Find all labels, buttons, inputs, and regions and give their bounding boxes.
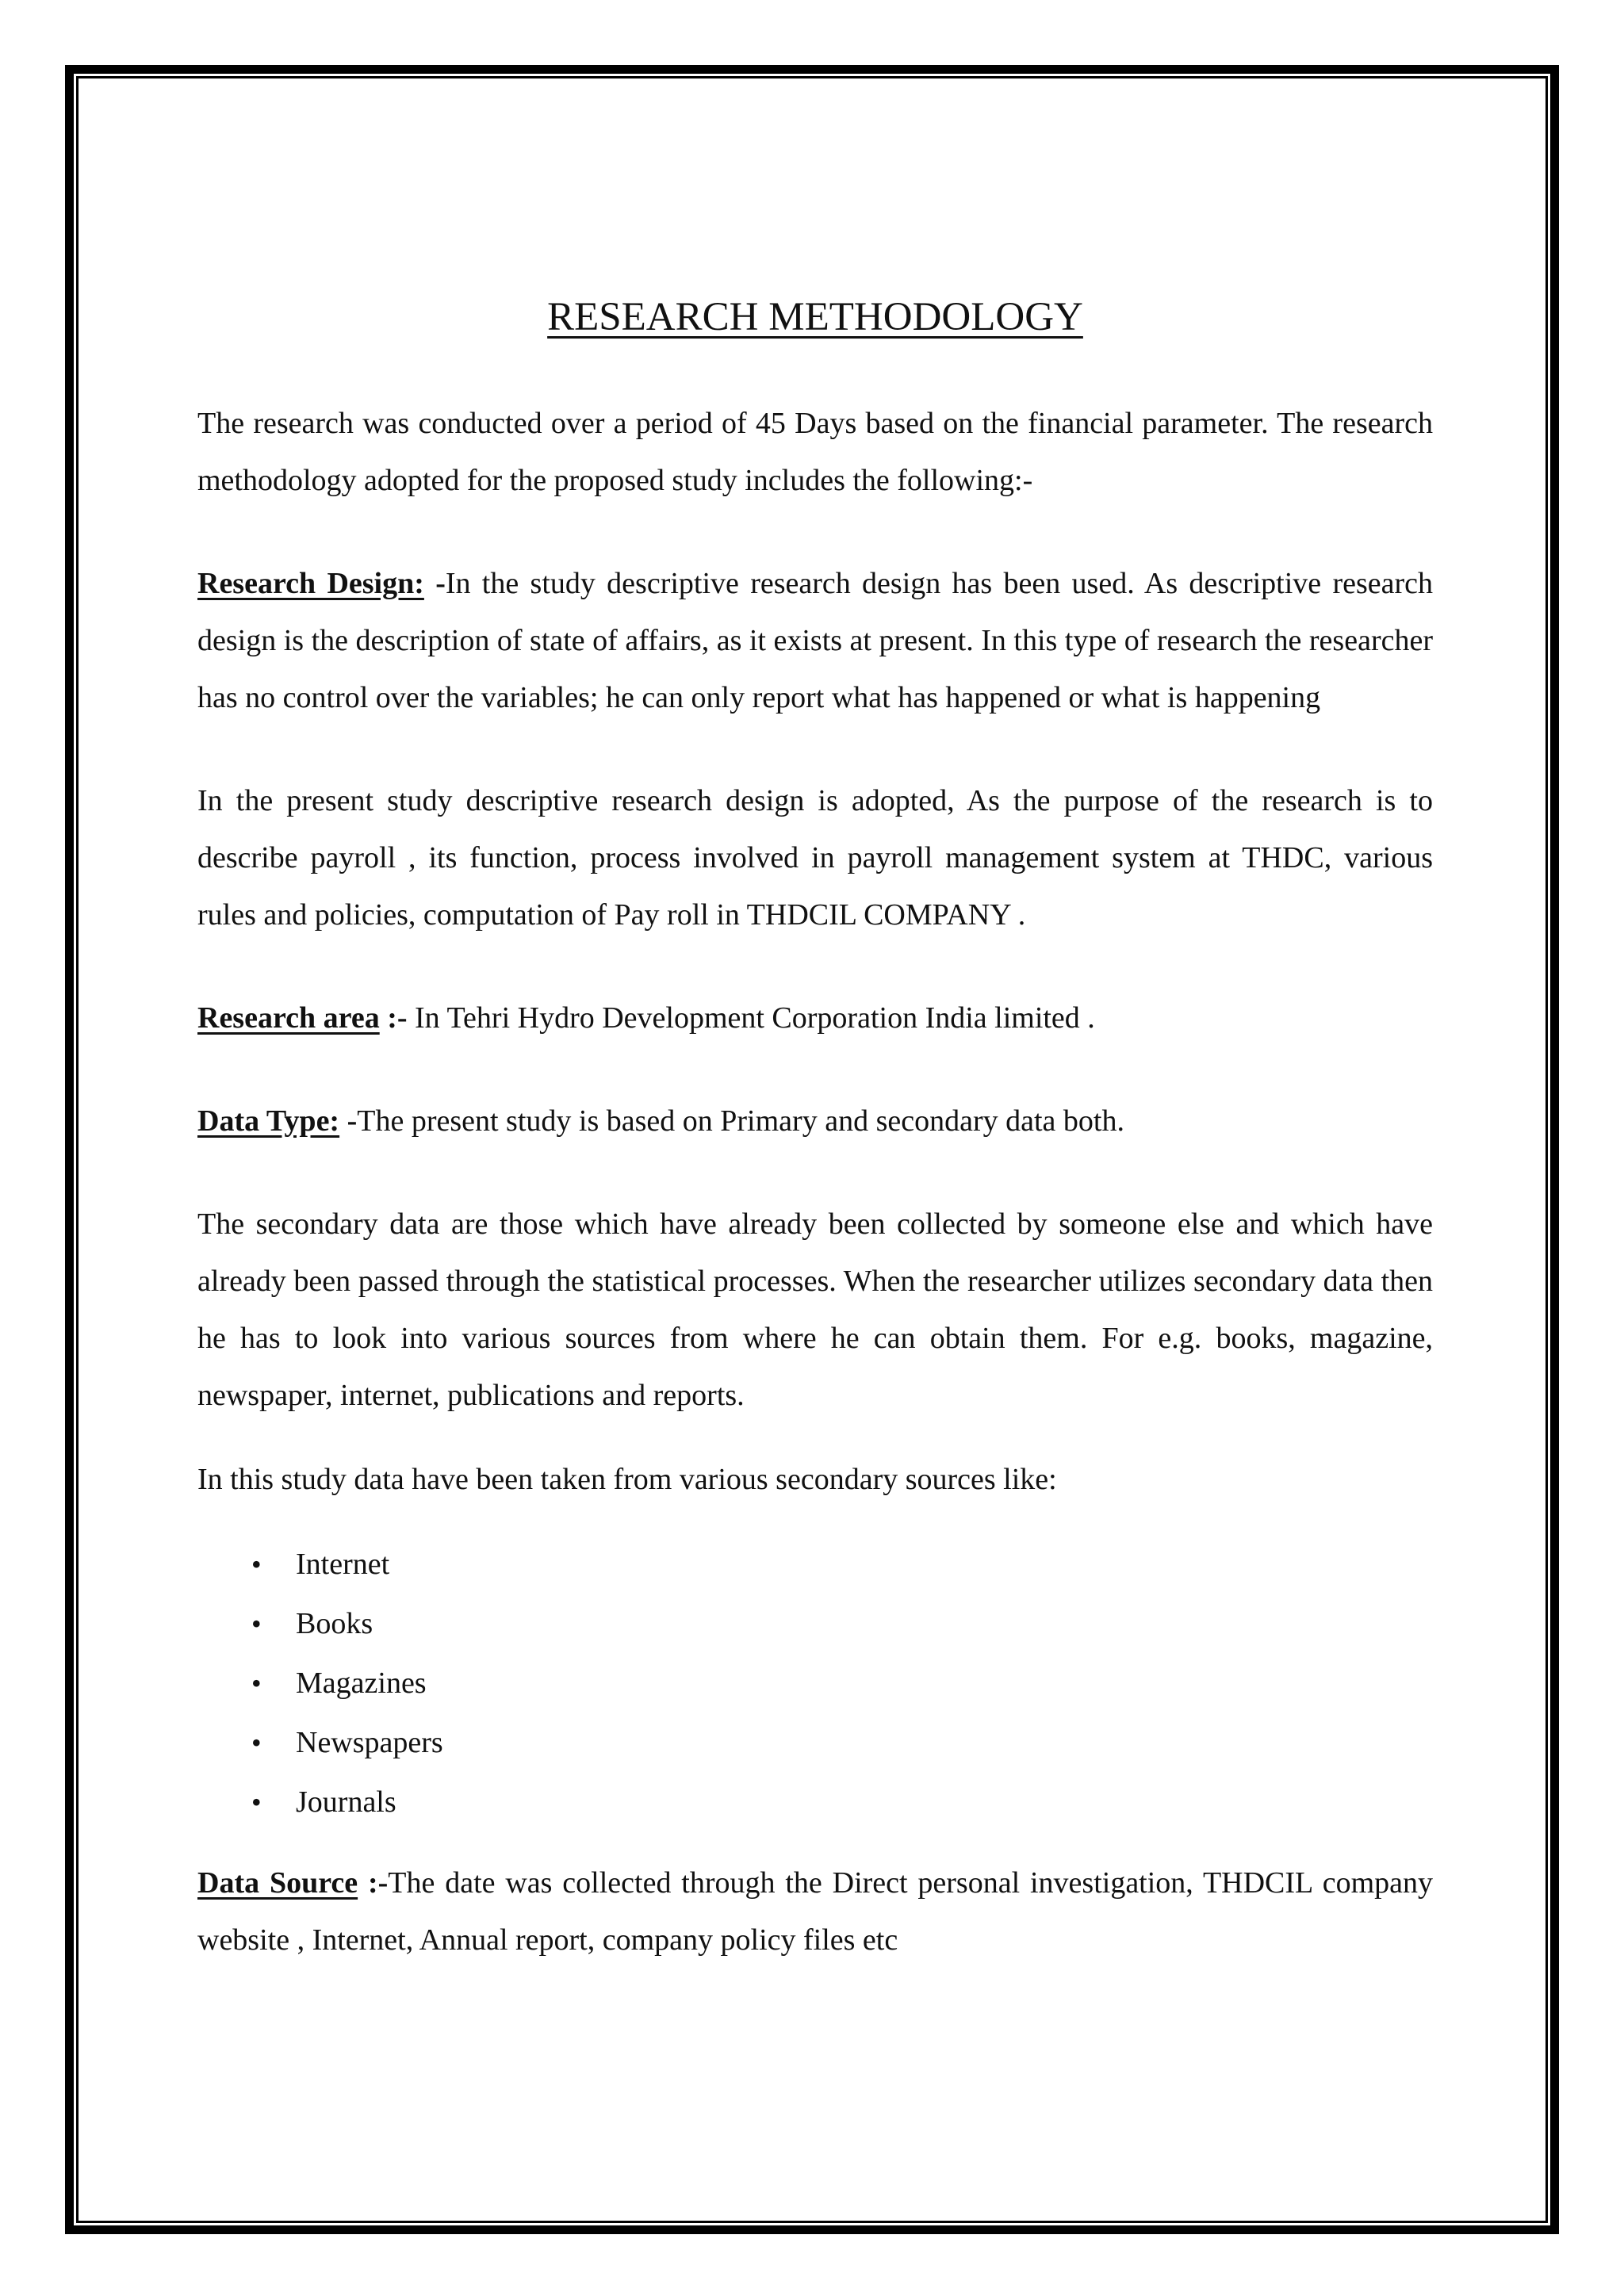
bullet-icon: • [251,1608,262,1640]
data-type-paragraph [197,1093,1433,1150]
list-item-text: Books [296,1607,373,1640]
research-design-dash: - [435,567,446,600]
list-item [197,1654,1433,1713]
data-source-paragraph [197,1854,1433,1969]
secondary-data-paragraph: The secondary data are those which have already been collected by someone else and which have already been passed through the statistical processes. When the researcher utilizes secondary data then he has to look into various sources from where he can obtain them. For e.g. books, magazine, newspaper, internet, publications and reports. [197,1207,1433,1412]
research-design-label: Research Design: [197,567,424,600]
research-area-label: Research area [197,1001,380,1035]
sources-intro: In this study data have been taken from various secondary sources like: [197,1463,1057,1496]
list-item [197,1713,1433,1773]
list-item [197,1535,1433,1594]
intro-paragraph: The research was conducted over a period of 45 Days based on the financial parameter. The research methodology adopted for the proposed study includes the following:- [197,407,1433,497]
data-type-label: Data Type: [197,1104,340,1138]
bullet-icon: • [251,1786,262,1818]
list-item-text: Journals [296,1785,396,1819]
bullet-icon: • [251,1727,262,1758]
data-type-text: The present study is based on Primary and secondary data both. [357,1104,1124,1138]
bullet-icon: • [251,1548,262,1580]
list-item-text: Internet [296,1548,390,1581]
data-source-text: The date was collected through the Direct personal investigation, THDCIL company website , Internet, Annual report, company policy files etc [197,1866,1433,1957]
list-item-text: Newspapers [296,1726,443,1759]
research-area-dash: :- [387,1001,408,1035]
research-area-text: In Tehri Hydro Development Corporation India limited . [415,1001,1095,1035]
list-item [197,1773,1433,1832]
research-design-paragraph [197,555,1433,726]
bullet-icon: • [251,1667,262,1699]
data-source-dash: :- [367,1866,389,1900]
page-title: RESEARCH METHODOLOGY [547,295,1083,339]
research-area-paragraph [197,989,1433,1047]
present-study-paragraph: In the present study descriptive research design is adopted, As the purpose of the research is to describe payroll , its function, process involved in payroll management system at THDC, various rules and policies, computation of Pay roll in THDCIL COMPANY . [197,784,1433,932]
research-design-text: In the study descriptive research design has been used. As descriptive research design is the description of state of affairs, as it exists at present. In this type of research the researcher has no control over the variables; he can only report what has happened or what is happening [197,567,1433,714]
document-body [197,285,1433,2015]
list-item-text: Magazines [296,1667,427,1700]
list-item [197,1594,1433,1654]
data-type-dash: - [347,1104,358,1138]
data-source-label: Data Source [197,1866,358,1900]
sources-list [197,1535,1433,1832]
